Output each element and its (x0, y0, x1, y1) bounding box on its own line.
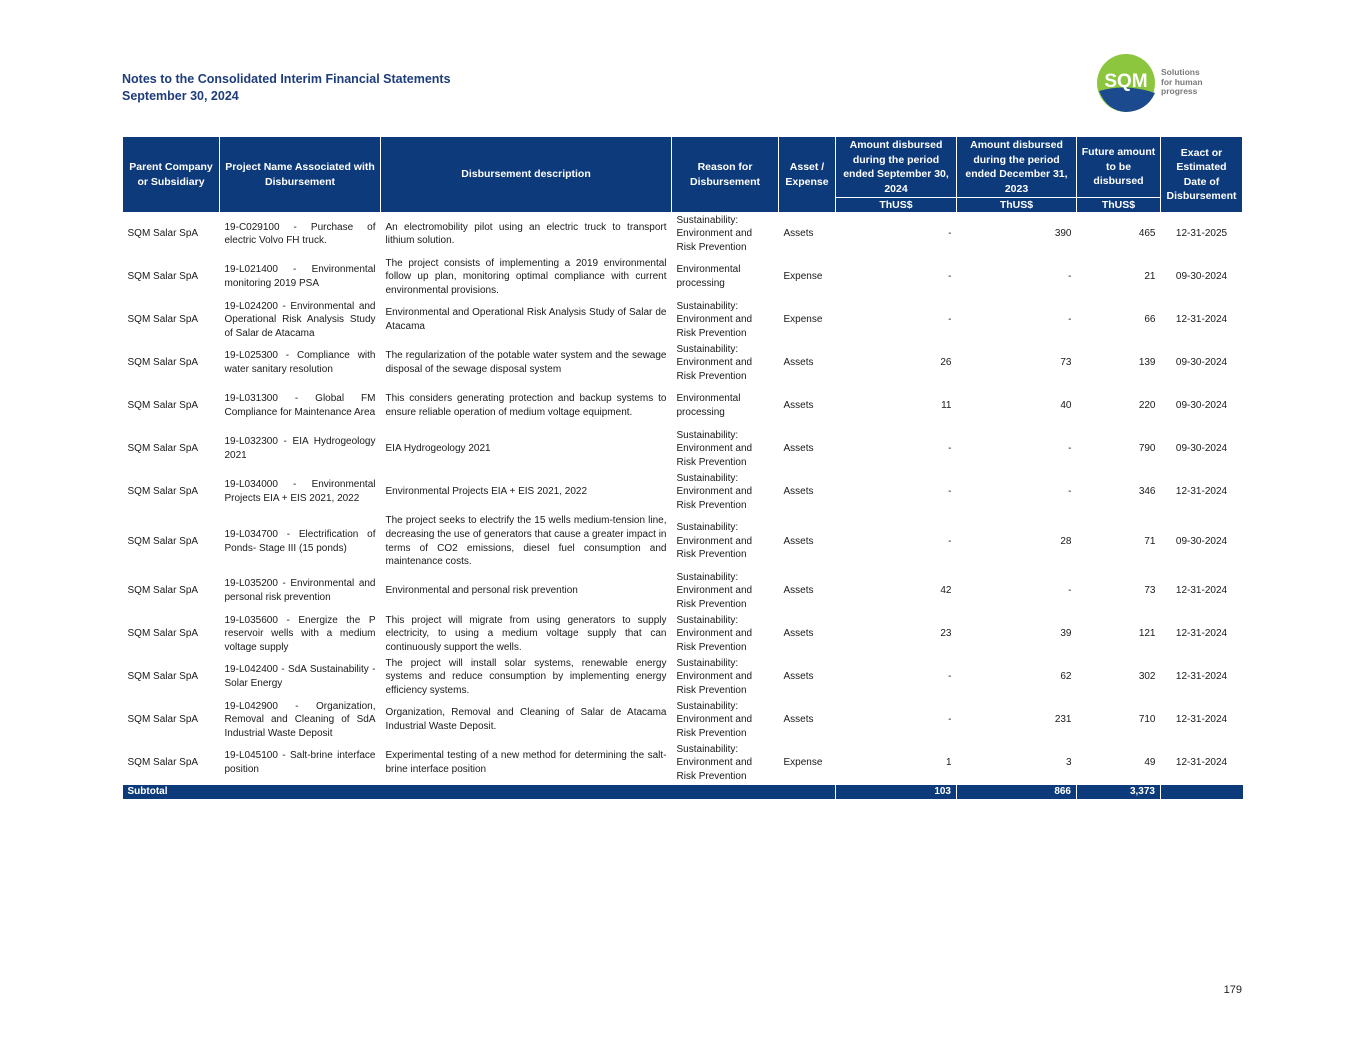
cell-company: SQM Salar SpA (127, 228, 199, 240)
cell-date: 09-30-2024 (1175, 357, 1228, 369)
cell-asset: Assets (783, 486, 814, 498)
cell-future: 73 (1144, 585, 1156, 597)
header-company: Parent Company or Subsidiary (123, 137, 220, 213)
cell-company: SQM Salar SpA (127, 271, 199, 283)
table-row (123, 699, 1243, 742)
cell-future: 710 (1138, 714, 1156, 726)
cell-future: 790 (1138, 443, 1156, 455)
subtotal-amount-2024: 103 (836, 785, 957, 799)
cell-project: 19-L045100 - Salt-brine interface position (224, 750, 376, 775)
unit-amount-2024: ThUS$ (836, 198, 957, 213)
tagline-line-3: progress (1161, 86, 1198, 96)
cell-future: 220 (1138, 400, 1156, 412)
cell-amount-2024: - (948, 443, 952, 455)
cell-amount-2023: 231 (1054, 714, 1072, 726)
cell-description: The regularization of the potable water system and the sewage disposal of the sewage disposal system (385, 350, 667, 375)
page-number: 179 (1223, 984, 1242, 996)
cell-future: 49 (1144, 757, 1156, 769)
cell-future: 66 (1144, 314, 1156, 326)
cell-amount-2023: - (1068, 585, 1072, 597)
cell-reason: Sustainability: Environment and Risk Prevention (676, 429, 753, 468)
cell-asset: Assets (783, 357, 814, 369)
cell-amount-2024: 1 (945, 757, 952, 769)
cell-description: This considers generating protection and backup systems to ensure reliable operation of medium voltage equipment. (385, 393, 667, 418)
cell-reason: Sustainability: Environment and Risk Prevention (676, 700, 753, 739)
cell-amount-2024: - (948, 671, 952, 683)
cell-company: SQM Salar SpA (127, 628, 199, 640)
cell-amount-2024: 23 (940, 628, 952, 640)
cell-amount-2023: 62 (1060, 671, 1072, 683)
subtotal-future: 3,373 (1077, 785, 1161, 799)
header-date: Exact or Estimated Date of Disbursement (1161, 137, 1243, 213)
header-reason: Reason for Disbursement (672, 137, 779, 213)
cell-amount-2023: 390 (1054, 228, 1072, 240)
cell-description: Organization, Removal and Cleaning of Salar de Atacama Industrial Waste Deposit. (385, 707, 667, 732)
subtotal-label: Subtotal (123, 785, 836, 799)
logo-brand-text: SQM (1104, 71, 1148, 92)
cell-date: 09-30-2024 (1175, 535, 1228, 547)
table-row (123, 428, 1243, 471)
cell-amount-2023: 3 (1065, 757, 1072, 769)
cell-date: 09-30-2024 (1175, 271, 1228, 283)
subtotal-row (123, 785, 1243, 799)
header-asset: Asset / Expense (779, 137, 836, 213)
cell-description: Environmental and personal risk prevention (385, 585, 578, 597)
table-row (123, 613, 1243, 656)
cell-date: 09-30-2024 (1175, 443, 1228, 455)
cell-amount-2024: - (948, 714, 952, 726)
table-row (123, 256, 1243, 299)
cell-reason: Sustainability: Environment and Risk Prevention (676, 571, 753, 610)
cell-amount-2023: 28 (1060, 535, 1072, 547)
cell-description: EIA Hydrogeology 2021 (385, 443, 491, 455)
cell-asset: Assets (783, 535, 814, 547)
tagline-line-2: for human (1161, 76, 1203, 87)
title-line-2: September 30, 2024 (122, 89, 239, 103)
cell-future: 71 (1144, 535, 1156, 547)
table-row (123, 471, 1243, 514)
cell-reason: Sustainability: Environment and Risk Prevention (676, 214, 753, 254)
cell-amount-2024: - (948, 271, 952, 283)
cell-project: 19-L025300 - Compliance with water sanitary resolution (224, 350, 376, 375)
cell-reason: Environmental processing (676, 264, 741, 289)
cell-description: Environmental and Operational Risk Analysis Study of Salar de Atacama (385, 307, 667, 332)
table-row (123, 213, 1243, 256)
cell-amount-2023: 73 (1060, 357, 1072, 369)
unit-future: ThUS$ (1077, 198, 1161, 213)
cell-company: SQM Salar SpA (127, 671, 199, 683)
document-title (122, 71, 451, 105)
cell-project: 19-L021400 - Environmental monitoring 2019 PSA (224, 264, 376, 289)
disbursement-table (122, 136, 1243, 799)
cell-amount-2024: - (948, 535, 952, 547)
cell-date: 12-31-2024 (1175, 714, 1228, 726)
cell-asset: Expense (783, 314, 823, 326)
cell-description: An electromobility pilot using an electric truck to transport lithium solution. (385, 221, 667, 247)
cell-reason: Sustainability: Environment and Risk Prevention (676, 472, 753, 511)
table-row (123, 385, 1243, 428)
cell-asset: Assets (783, 628, 814, 640)
cell-company: SQM Salar SpA (127, 443, 199, 455)
cell-asset: Assets (783, 585, 814, 597)
cell-project: 19-L035200 - Environmental and personal risk prevention (224, 578, 376, 603)
tagline-line-1: Solutions (1161, 67, 1200, 77)
header-project: Project Name Associated with Disbursement (220, 137, 381, 213)
cell-project: 19-L042400 - SdA Sustainability - Solar Energy (224, 664, 376, 689)
unit-amount-2023: ThUS$ (957, 198, 1077, 213)
cell-amount-2024: - (948, 314, 952, 326)
table-row (123, 570, 1243, 613)
cell-amount-2023: - (1068, 271, 1072, 283)
cell-amount-2023: - (1068, 486, 1072, 498)
cell-date: 12-31-2024 (1175, 671, 1228, 683)
cell-project: 19-L035600 - Energize the P reservoir wells with a medium voltage supply (224, 614, 376, 653)
cell-company: SQM Salar SpA (127, 535, 199, 547)
cell-project: 19-L031300 - Global FM Compliance for Maintenance Area (224, 393, 376, 418)
cell-asset: Assets (783, 671, 814, 683)
cell-project: 19-L024200 - Environmental and Operational Risk Analysis Study of Salar de Atacama (224, 300, 376, 339)
cell-date: 12-31-2024 (1175, 757, 1228, 769)
subtotal-amount-2023: 866 (957, 785, 1077, 799)
cell-amount-2024: - (948, 228, 952, 240)
cell-amount-2023: - (1068, 314, 1072, 326)
logo-tagline (1161, 68, 1203, 97)
cell-company: SQM Salar SpA (127, 714, 199, 726)
table-row (123, 514, 1243, 570)
cell-asset: Assets (783, 443, 814, 455)
cell-future: 346 (1138, 486, 1156, 498)
sqm-logo (1095, 53, 1215, 115)
cell-company: SQM Salar SpA (127, 400, 199, 412)
cell-date: 12-31-2024 (1175, 314, 1228, 326)
header-future: Future amount to be disbursed (1077, 137, 1161, 198)
cell-asset: Expense (783, 757, 823, 769)
cell-asset: Assets (783, 714, 814, 726)
cell-description: Experimental testing of a new method for determining the salt-brine interface position (385, 750, 667, 775)
header-amount-2023: Amount disbursed during the period ended December 31, 2023 (957, 137, 1077, 198)
cell-amount-2024: 26 (940, 357, 952, 369)
cell-asset: Assets (783, 228, 814, 240)
cell-amount-2023: - (1068, 443, 1072, 455)
cell-amount-2024: 11 (941, 400, 952, 412)
cell-company: SQM Salar SpA (127, 757, 199, 769)
table-row (123, 299, 1243, 342)
cell-description: The project consists of implementing a 2019 environmental follow up plan, monitoring optimal compliance with current environmental provisions. (385, 257, 667, 296)
cell-date: 12-31-2025 (1175, 228, 1228, 240)
cell-project: 19-L042900 - Organization, Removal and Cleaning of SdA Industrial Waste Deposit (224, 700, 376, 739)
cell-reason: Sustainability: Environment and Risk Prevention (676, 343, 753, 382)
cell-reason: Environmental processing (676, 393, 741, 418)
cell-date: 12-31-2024 (1175, 486, 1228, 498)
cell-date: 09-30-2024 (1175, 400, 1228, 412)
header-description: Disbursement description (381, 137, 672, 213)
cell-reason: Sustainability: Environment and Risk Prevention (676, 300, 753, 339)
cell-reason: Sustainability: Environment and Risk Prevention (676, 614, 753, 653)
cell-description: This project will migrate from using generators to supply electricity, to using a medium voltage supply that can continuously support the wells. (385, 614, 667, 653)
header-amount-2024: Amount disbursed during the period ended September 30, 2024 (836, 137, 957, 198)
cell-future: 121 (1138, 628, 1156, 640)
cell-company: SQM Salar SpA (127, 585, 199, 597)
cell-future: 465 (1138, 228, 1156, 240)
table-row (123, 742, 1243, 785)
cell-asset: Expense (783, 271, 823, 283)
table-row (123, 656, 1243, 699)
cell-project: 19-L032300 - EIA Hydrogeology 2021 (224, 436, 376, 461)
cell-date: 12-31-2024 (1175, 628, 1228, 640)
sqm-logo-icon (1095, 53, 1159, 115)
cell-future: 302 (1138, 671, 1156, 683)
cell-amount-2023: 40 (1060, 400, 1072, 412)
cell-reason: Sustainability: Environment and Risk Prevention (676, 743, 753, 782)
cell-description: Environmental Projects EIA + EIS 2021, 2022 (385, 486, 588, 498)
cell-amount-2023: 39 (1060, 628, 1072, 640)
cell-reason: Sustainability: Environment and Risk Prevention (676, 522, 753, 561)
cell-date: 12-31-2024 (1175, 585, 1228, 597)
cell-future: 21 (1144, 271, 1156, 283)
cell-company: SQM Salar SpA (127, 314, 199, 326)
table-body (123, 213, 1243, 799)
cell-description: The project seeks to electrify the 15 wells medium-tension line, decreasing the use of generators that cause a greater impact in terms of CO2 emissions, diesel fuel consumption and maintenance costs. (385, 515, 667, 568)
cell-project: 19-L034000 - Environmental Projects EIA + EIS 2021, 2022 (224, 479, 376, 504)
cell-company: SQM Salar SpA (127, 357, 199, 369)
cell-project: 19-C029100 - Purchase of electric Volvo FH truck. (224, 221, 376, 247)
table-row (123, 342, 1243, 385)
title-line-1: Notes to the Consolidated Interim Financial Statements (122, 72, 451, 86)
cell-amount-2024: 42 (940, 585, 952, 597)
cell-asset: Assets (783, 400, 814, 412)
cell-project: 19-L034700 - Electrification of Ponds- Stage III (15 ponds) (224, 528, 376, 554)
cell-reason: Sustainability: Environment and Risk Prevention (676, 657, 753, 696)
cell-future: 139 (1138, 357, 1156, 369)
cell-amount-2024: - (948, 486, 952, 498)
cell-company: SQM Salar SpA (127, 486, 199, 498)
cell-description: The project will install solar systems, renewable energy systems and reduce consumption by implementing energy efficiency systems. (385, 657, 667, 696)
subtotal-date-empty (1161, 785, 1243, 799)
